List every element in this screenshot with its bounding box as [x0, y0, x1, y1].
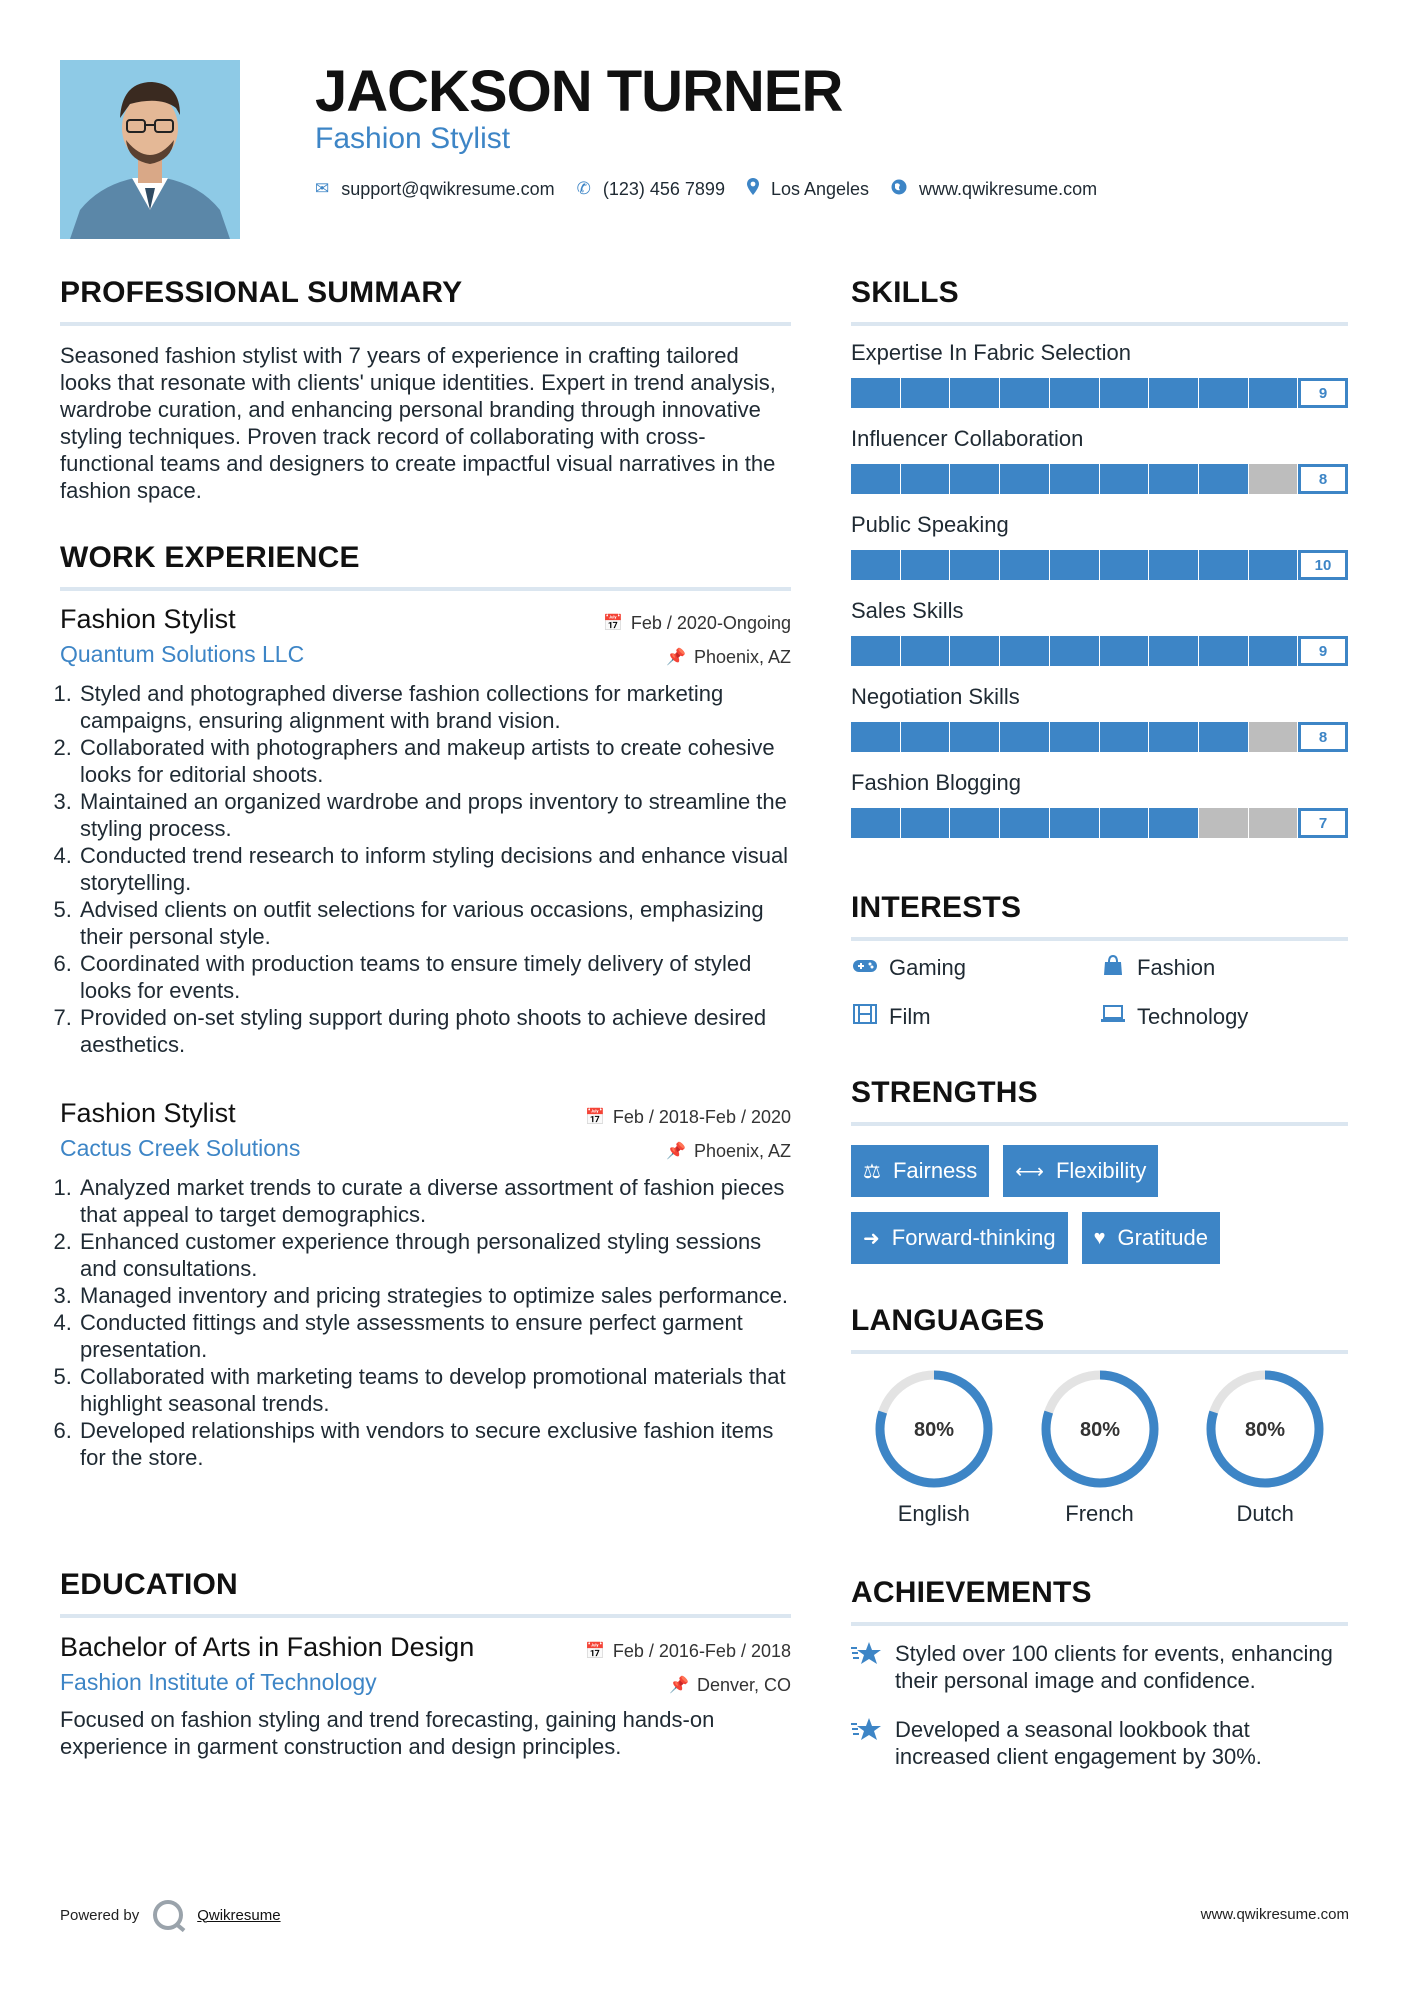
skill-bar-segment — [1000, 550, 1049, 580]
skill-bar-segment — [1199, 550, 1248, 580]
skill-bar-segment — [1000, 722, 1049, 752]
interests-list — [851, 954, 1348, 1030]
skill-bar-segment — [901, 722, 950, 752]
skill-bar-segment — [950, 550, 999, 580]
skill-bar-segment — [901, 464, 950, 494]
interests-heading: INTERESTS — [851, 891, 1022, 924]
skill-name: Sales Skills — [851, 598, 964, 623]
contact-bar — [315, 178, 1119, 200]
skill-bar-segment — [1000, 636, 1049, 666]
list-item: 1. Styled and photographed diverse fashion collections for marketing campaigns, ensuring alignment with brand vision. — [78, 680, 791, 734]
list-item: 5. Collaborated with marketing teams to develop promotional materials that highlight seasonal trends. — [78, 1363, 791, 1417]
skill-bar-segment — [901, 808, 950, 838]
language-name: English — [897, 1501, 970, 1526]
strength-chip — [851, 1212, 1068, 1264]
skills-section — [851, 276, 1348, 326]
summary-section — [60, 276, 791, 326]
list-item: 2. Enhanced customer experience through personalized styling sessions and consultations. — [78, 1228, 791, 1282]
skill-bar-segment — [1199, 378, 1248, 408]
summary-text: Seasoned fashion stylist with 7 years of experience in crafting tailored looks that resonate with clients' unique identities. Expert in trend analysis, wardrobe curation, and enhancing personal branding through innovative styling techniques. Proven track record of collaborating with cross-functional teams and designers to create impactful visual narratives in the fashion space. — [60, 343, 776, 503]
job-location — [666, 1141, 791, 1162]
location-text: Los Angeles — [770, 178, 870, 199]
skill-value-badge: 8 — [1298, 464, 1348, 494]
skill-bar-segment — [851, 722, 900, 752]
calendar-icon: 📅 — [584, 1643, 605, 1660]
interest-item — [1099, 954, 1347, 982]
list-item: 3. Maintained an organized wardrobe and props inventory to streamline the styling process. — [78, 788, 791, 842]
skill-value-badge: 7 — [1298, 808, 1348, 838]
education-location-text: Denver, CO — [696, 1674, 791, 1695]
experience-heading: WORK EXPERIENCE — [60, 541, 360, 574]
skill-bar-segment — [1149, 378, 1198, 408]
profile-photo — [60, 60, 240, 239]
skill-bar — [851, 636, 1348, 666]
skill-bar-segment — [1149, 636, 1198, 666]
contact-location — [747, 178, 869, 200]
skill-bar-segment — [1050, 378, 1099, 408]
school-name: Fashion Institute of Technology — [60, 1669, 377, 1695]
footer-website[interactable]: www.qwikresume.com — [1200, 1906, 1349, 1923]
interest-label: Technology — [1137, 1004, 1249, 1029]
list-item: 4. Conducted trend research to inform styling decisions and enhance visual storytelling. — [78, 842, 791, 896]
language-ring — [1203, 1367, 1327, 1491]
film-icon — [851, 1004, 879, 1030]
strength-label: Gratitude — [1117, 1225, 1208, 1250]
skill-name: Fashion Blogging — [851, 770, 1022, 795]
skill-value-badge: 10 — [1298, 550, 1348, 580]
skill-bar-segment — [1100, 808, 1149, 838]
interest-item — [1099, 1004, 1347, 1030]
section-divider — [851, 1622, 1348, 1626]
language-item — [1017, 1367, 1183, 1527]
skill-bar-segment — [1249, 808, 1298, 838]
contact-website[interactable] — [891, 179, 1097, 200]
achievements-section — [851, 1576, 1348, 1626]
shopping-bag-icon — [1099, 954, 1127, 982]
laptop-icon — [1099, 1004, 1127, 1030]
achievement-text: Styled over 100 clients for events, enhancing their personal image and confidence. — [895, 1641, 1333, 1693]
skill-bar-segment — [950, 722, 999, 752]
skill-item — [851, 684, 1348, 752]
job-dates — [603, 613, 791, 634]
education-dates — [585, 1641, 791, 1662]
skill-bar-segment — [851, 378, 900, 408]
skill-bar-segment — [1050, 464, 1099, 494]
strength-chip — [851, 1145, 989, 1197]
interest-label: Film — [889, 1004, 931, 1029]
skill-bar-segment — [1199, 722, 1248, 752]
skill-bar-segment — [851, 808, 900, 838]
skill-bar-segment — [1249, 378, 1298, 408]
phone-icon: ✆ — [576, 179, 591, 198]
brand-link[interactable]: Qwikresume — [197, 1906, 281, 1924]
interest-label: Gaming — [889, 955, 967, 980]
section-divider — [851, 1350, 1348, 1354]
skill-bar-segment — [1199, 464, 1248, 494]
skill-bar-segment — [1249, 550, 1298, 580]
skill-bar-segment — [901, 636, 950, 666]
pin-icon: 📌 — [666, 649, 686, 666]
skill-item — [851, 512, 1348, 580]
strengths-heading: STRENGTHS — [851, 1076, 1038, 1109]
achievement-text: Developed a seasonal lookbook that increased client engagement by 30%. — [895, 1717, 1262, 1769]
balance-scale-icon: ⚖ — [863, 1160, 881, 1183]
strength-chip — [1003, 1145, 1158, 1197]
skill-bar-segment — [1050, 550, 1099, 580]
powered-by-text: Powered by — [60, 1906, 140, 1924]
interest-item — [851, 1004, 1099, 1030]
interest-label: Fashion — [1137, 955, 1216, 980]
calendar-icon: 📅 — [602, 615, 623, 632]
job-entry — [60, 604, 791, 1058]
job-location-text: Phoenix, AZ — [693, 1140, 791, 1161]
skill-bar — [851, 378, 1348, 408]
skill-bar — [851, 722, 1348, 752]
list-item: 2. Collaborated with photographers and makeup artists to create cohesive looks for editorial shoots. — [78, 734, 791, 788]
skill-bar-segment — [1249, 722, 1298, 752]
skill-bar-segment — [950, 464, 999, 494]
achievements-list — [851, 1640, 1348, 1792]
achievement-item — [851, 1716, 1348, 1770]
skill-bar-segment — [950, 636, 999, 666]
language-item — [851, 1367, 1017, 1527]
skill-bar — [851, 464, 1348, 494]
skill-bar-segment — [1000, 808, 1049, 838]
star-award-icon — [851, 1716, 883, 1770]
skill-bar-segment — [1050, 722, 1099, 752]
skill-name: Public Speaking — [851, 512, 1009, 537]
list-item: 5. Advised clients on outfit selections for various occasions, emphasizing their personal style. — [78, 896, 791, 950]
strengths-list — [851, 1145, 1348, 1279]
gamepad-icon — [851, 957, 879, 980]
company-name: Quantum Solutions LLC — [60, 641, 305, 667]
contact-phone[interactable] — [577, 179, 725, 200]
skill-bar-segment — [1100, 636, 1149, 666]
skill-bar-segment — [1000, 378, 1049, 408]
skill-value-badge: 8 — [1298, 722, 1348, 752]
strengths-section — [851, 1076, 1348, 1126]
education-location — [669, 1675, 791, 1696]
skill-bar-segment — [1199, 808, 1248, 838]
language-item — [1182, 1367, 1348, 1527]
skill-bar-segment — [1249, 464, 1298, 494]
language-name: Dutch — [1236, 1501, 1294, 1526]
skill-bar-segment — [1050, 808, 1099, 838]
candidate-title: Fashion Stylist — [315, 122, 511, 155]
skill-name: Expertise In Fabric Selection — [851, 340, 1132, 365]
skill-bar-segment — [901, 550, 950, 580]
section-divider — [60, 1614, 791, 1618]
interests-section — [851, 891, 1348, 941]
ring-percent-label: 80% — [1245, 1419, 1286, 1441]
strength-label: Forward-thinking — [891, 1225, 1056, 1250]
globe-icon — [891, 179, 907, 200]
arrows-horizontal-icon: ⟷ — [1015, 1160, 1044, 1183]
skill-bar-segment — [950, 378, 999, 408]
education-entry — [60, 1632, 791, 1760]
calendar-icon: 📅 — [584, 1109, 605, 1126]
email-text: support@qwikresume.com — [341, 178, 555, 199]
skill-bar-segment — [1199, 636, 1248, 666]
star-award-icon — [851, 1640, 883, 1694]
job-entry — [60, 1098, 791, 1471]
language-name: French — [1065, 1501, 1134, 1526]
candidate-name: JACKSON TURNER — [315, 59, 843, 124]
contact-email[interactable] — [315, 179, 555, 200]
list-item: 3. Managed inventory and pricing strategies to optimize sales performance. — [78, 1282, 791, 1309]
achievements-heading: ACHIEVEMENTS — [851, 1576, 1092, 1609]
ring-percent-label: 80% — [913, 1419, 954, 1441]
strength-label: Fairness — [892, 1158, 978, 1183]
heart-icon: ♥ — [1093, 1226, 1106, 1249]
list-item: 6. Developed relationships with vendors to secure exclusive fashion items for the store. — [78, 1417, 791, 1471]
skill-bar-segment — [1149, 550, 1198, 580]
experience-section — [60, 541, 791, 591]
language-ring — [872, 1367, 996, 1491]
skills-list — [851, 340, 1348, 856]
skill-item — [851, 770, 1348, 838]
skill-name: Influencer Collaboration — [851, 426, 1084, 451]
skill-item — [851, 598, 1348, 666]
education-description: Focused on fashion styling and trend forecasting, gaining hands-on experience in garment construction and design principles. — [60, 1707, 715, 1759]
skill-bar — [851, 550, 1348, 580]
job-role: Fashion Stylist — [60, 604, 236, 634]
skill-bar-segment — [1100, 722, 1149, 752]
education-section — [60, 1568, 791, 1618]
interest-item — [851, 954, 1099, 982]
skill-bar-segment — [950, 808, 999, 838]
skill-bar-segment — [1050, 636, 1099, 666]
skill-bar-segment — [1100, 550, 1149, 580]
skill-bar-segment — [1000, 464, 1049, 494]
languages-list — [851, 1367, 1348, 1527]
qwikresume-logo-icon — [153, 1900, 183, 1930]
skill-bar-segment — [1149, 464, 1198, 494]
skill-bar-segment — [851, 464, 900, 494]
skill-bar-segment — [1100, 378, 1149, 408]
skill-name: Negotiation Skills — [851, 684, 1020, 709]
list-item: 7. Provided on-set styling support during photo shoots to achieve desired aesthetics. — [78, 1004, 791, 1058]
map-marker-icon — [747, 178, 759, 200]
phone-text: (123) 456 7899 — [602, 178, 725, 199]
skill-bar-segment — [1149, 722, 1198, 752]
language-ring — [1038, 1367, 1162, 1491]
section-divider — [60, 587, 791, 591]
skill-bar-segment — [1149, 808, 1198, 838]
skill-value-badge: 9 — [1298, 378, 1348, 408]
envelope-icon: ✉ — [315, 179, 330, 198]
ring-percent-label: 80% — [1079, 1419, 1120, 1441]
skill-bar-segment — [1100, 464, 1149, 494]
achievement-item — [851, 1640, 1348, 1694]
pin-icon: 📌 — [666, 1143, 686, 1160]
skill-bar-segment — [851, 550, 900, 580]
summary-heading: PROFESSIONAL SUMMARY — [60, 276, 463, 309]
skills-heading: SKILLS — [851, 276, 959, 309]
footer-powered-by — [60, 1900, 281, 1930]
education-heading: EDUCATION — [60, 1568, 238, 1601]
strength-chip — [1082, 1212, 1220, 1264]
job-role: Fashion Stylist — [60, 1098, 236, 1128]
skill-bar-segment — [1249, 636, 1298, 666]
strength-label: Flexibility — [1055, 1158, 1147, 1183]
job-location-text: Phoenix, AZ — [693, 646, 791, 667]
languages-heading: LANGUAGES — [851, 1304, 1045, 1337]
skill-item — [851, 340, 1348, 408]
languages-section — [851, 1304, 1348, 1354]
skill-bar-segment — [901, 378, 950, 408]
duty-list — [60, 680, 791, 1058]
section-divider — [851, 937, 1348, 941]
list-item: 1. Analyzed market trends to curate a diverse assortment of fashion pieces that appeal to target demographics. — [78, 1174, 791, 1228]
job-dates-text: Feb / 2018-Feb / 2020 — [612, 1106, 791, 1127]
duty-list — [60, 1174, 791, 1471]
skill-bar — [851, 808, 1348, 838]
job-location — [666, 647, 791, 668]
job-dates — [585, 1107, 791, 1128]
skill-item — [851, 426, 1348, 494]
education-dates-text: Feb / 2016-Feb / 2018 — [612, 1640, 791, 1661]
pin-icon: 📌 — [669, 1677, 689, 1694]
skill-bar-segment — [851, 636, 900, 666]
list-item: 4. Conducted fittings and style assessments to ensure perfect garment presentation. — [78, 1309, 791, 1363]
degree-title: Bachelor of Arts in Fashion Design — [60, 1632, 475, 1662]
skill-value-badge: 9 — [1298, 636, 1348, 666]
company-name: Cactus Creek Solutions — [60, 1135, 301, 1161]
section-divider — [60, 322, 791, 326]
list-item: 6. Coordinated with production teams to ensure timely delivery of styled looks for events. — [78, 950, 791, 1004]
website-text: www.qwikresume.com — [919, 178, 1098, 199]
section-divider — [851, 322, 1348, 326]
job-dates-text: Feb / 2020-Ongoing — [630, 612, 791, 633]
arrow-right-icon: ➜ — [863, 1227, 880, 1250]
section-divider — [851, 1122, 1348, 1126]
